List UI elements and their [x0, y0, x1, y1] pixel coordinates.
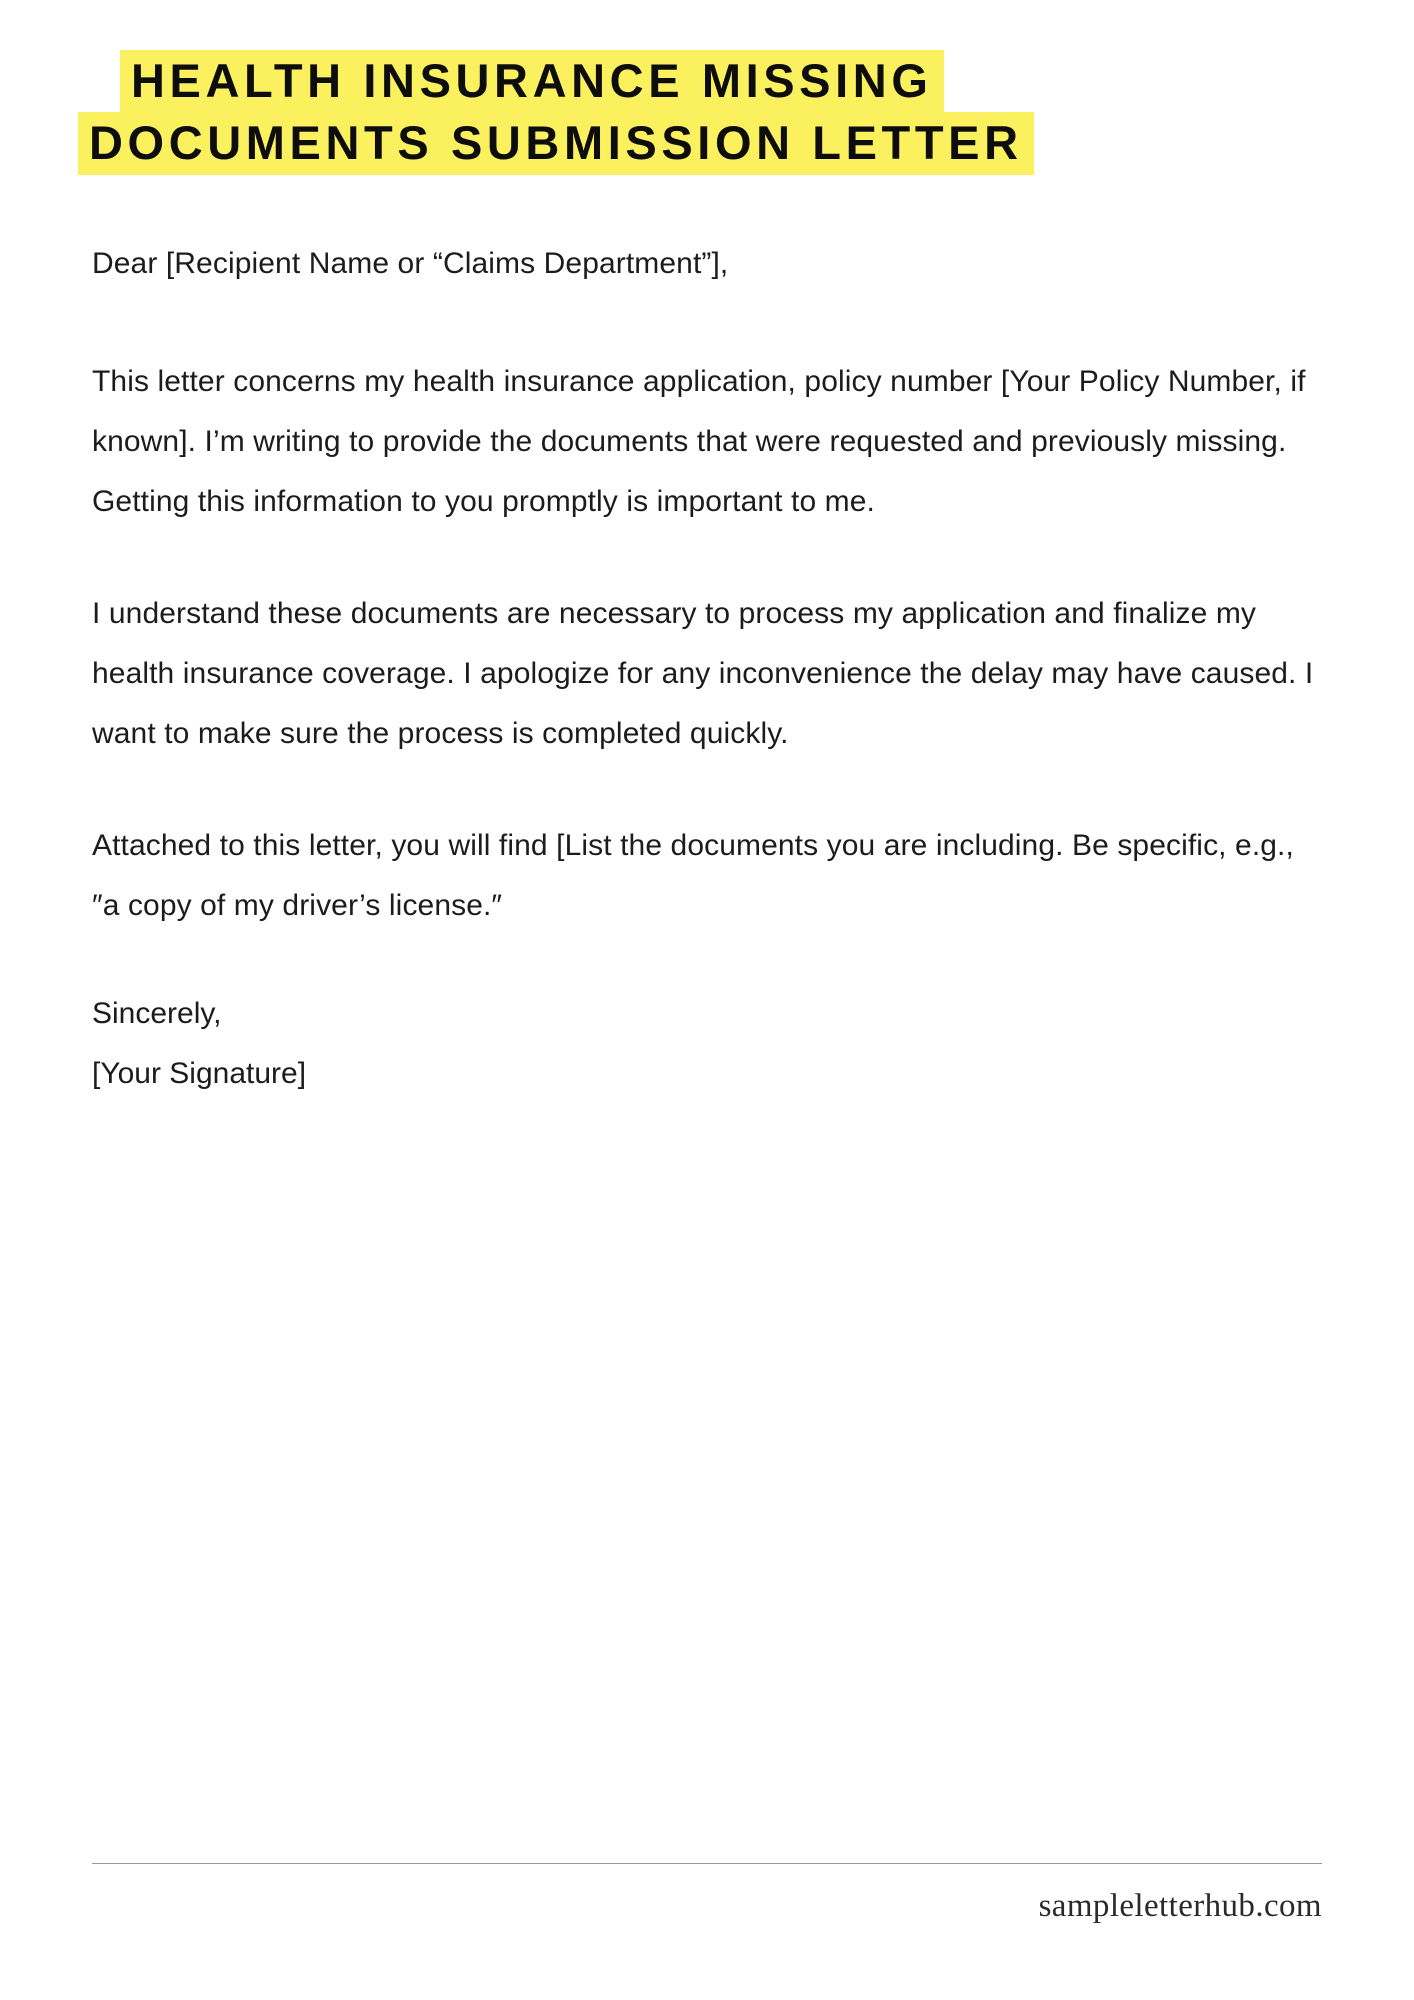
footer-site-url: sampleletterhub.com: [1038, 1888, 1322, 1924]
footer: [92, 1863, 1322, 1926]
signoff-block: [92, 984, 1322, 1104]
title-line-2-text: DOCUMENTS SUBMISSION LETTER: [78, 112, 1034, 175]
salutation: Dear [Recipient Name or “Claims Department”],: [92, 247, 729, 280]
title-line-1: [120, 50, 944, 112]
signature-line: [Your Signature]: [92, 1057, 307, 1090]
closing-line: Sincerely,: [92, 997, 222, 1030]
title-line-1-text: HEALTH INSURANCE MISSING: [120, 50, 944, 113]
letter-body: [0, 234, 1414, 1104]
paragraph-3: Attached to this letter, you will find [List the documents you are including. Be specific, e.g., ″a copy of my driver’s license.″: [92, 829, 1294, 922]
title-line-2: [78, 112, 1034, 174]
footer-divider: [92, 1863, 1322, 1864]
paragraph-2: I understand these documents are necessary to process my application and finalize my health insurance coverage. I apologize for any inconvenience the delay may have caused. I want to make sure the process is completed quickly.: [92, 597, 1314, 750]
paragraph-1: This letter concerns my health insurance application, policy number [Your Policy Number, if known]. I’m writing to provide the documents that were requested and previously missing. Getting this information to you promptly is important to me.: [92, 365, 1306, 518]
page-title: [0, 0, 1414, 174]
